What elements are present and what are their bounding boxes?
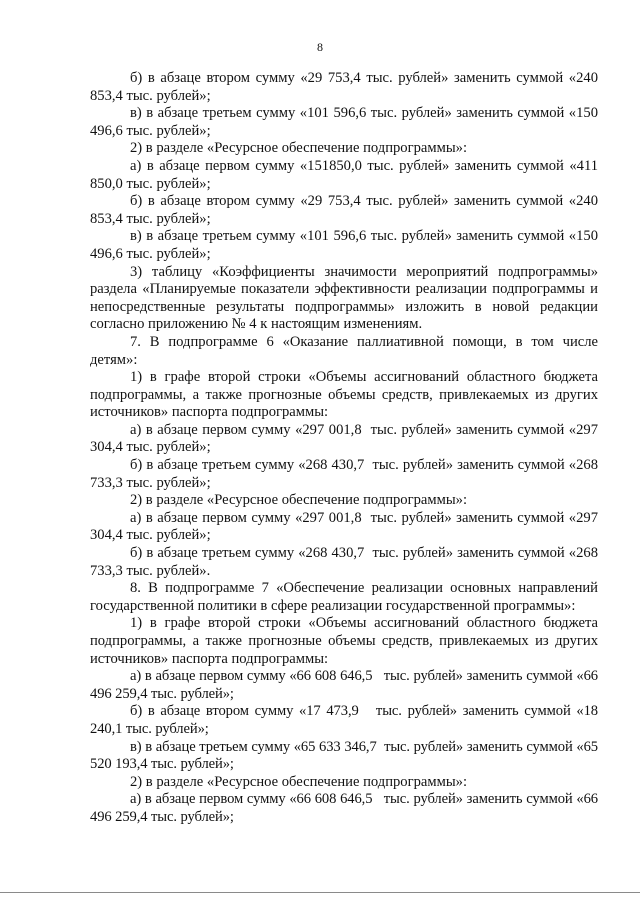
paragraph: а) в абзаце первом сумму «297 001,8 тыс. рублей» заменить суммой «297 304,4 тыс. рублей»; (90, 509, 602, 544)
paragraph: 1) в графе второй строки «Объемы ассигнований областного бюджета подпрограммы, а также прогнозные объемы средств, привлекаемых из других источников» паспорта подпрограммы: (90, 615, 602, 667)
document-body (90, 70, 602, 827)
page-number: 8 (317, 40, 323, 54)
paragraph: в) в абзаце третьем сумму «101 596,6 тыс. рублей» заменить суммой «150 496,6 тыс. рублей»; (90, 105, 602, 139)
paragraph: а) в абзаце первом сумму «66 608 646,5 тыс. рублей» заменить суммой «66 496 259,4 тыс. рублей»; (90, 791, 602, 825)
scan-edge-line (0, 892, 640, 893)
paragraph: а) в абзаце первом сумму «151850,0 тыс. рублей» заменить суммой «411 850,0 тыс. рублей»; (90, 157, 602, 192)
paragraph: 8. В подпрограмме 7 «Обеспечение реализации основных направлений государственной политики в сфере реализации государственной программы»: (90, 580, 602, 614)
paragraph: б) в абзаце третьем сумму «268 430,7 тыс. рублей» заменить суммой «268 733,3 тыс. рублей». (90, 545, 602, 579)
paragraph: 1) в графе второй строки «Объемы ассигнований областного бюджета подпрограммы, а также прогнозные объемы средств, привлекаемых из других источников» паспорта подпрограммы: (90, 369, 602, 421)
paragraph: б) в абзаце втором сумму «29 753,4 тыс. рублей» заменить суммой «240 853,4 тыс. рублей»; (90, 70, 602, 104)
paragraph: 2) в разделе «Ресурсное обеспечение подпрограммы»: (130, 492, 467, 509)
paragraph: б) в абзаце втором сумму «29 753,4 тыс. рублей» заменить суммой «240 853,4 тыс. рублей»; (90, 193, 602, 227)
paragraph: в) в абзаце третьем сумму «101 596,6 тыс. рублей» заменить суммой «150 496,6 тыс. рублей»; (90, 228, 602, 262)
paragraph: 2) в разделе «Ресурсное обеспечение подпрограммы»: (130, 773, 467, 790)
paragraph: б) в абзаце втором сумму «17 473,9 тыс. рублей» заменить суммой «18 240,1 тыс. рублей»; (90, 703, 602, 737)
paragraph: а) в абзаце первом сумму «297 001,8 тыс. рублей» заменить суммой «297 304,4 тыс. рублей»; (90, 421, 602, 456)
paragraph: а) в абзаце первом сумму «66 608 646,5 тыс. рублей» заменить суммой «66 496 259,4 тыс. рублей»; (90, 668, 602, 702)
paragraph: б) в абзаце третьем сумму «268 430,7 тыс. рублей» заменить суммой «268 733,3 тыс. рублей»; (90, 457, 602, 491)
paragraph: 2) в разделе «Ресурсное обеспечение подпрограммы»: (130, 140, 467, 157)
paragraph: 3) таблицу «Коэффициенты значимости мероприятий подпрограммы» раздела «Планируемые показатели эффективности реализации подпрограммы и непосредственные результаты подпрограммы» изложить в новой редакции согласно приложению № 4 к настоящим изменениям. (90, 263, 602, 333)
paragraph: 7. В подпрограмме 6 «Оказание паллиативной помощи, в том числе детям»: (90, 333, 602, 368)
paragraph: в) в абзаце третьем сумму «65 633 346,7 тыс. рублей» заменить суммой «65 520 193,4 тыс. рублей»; (90, 738, 602, 773)
